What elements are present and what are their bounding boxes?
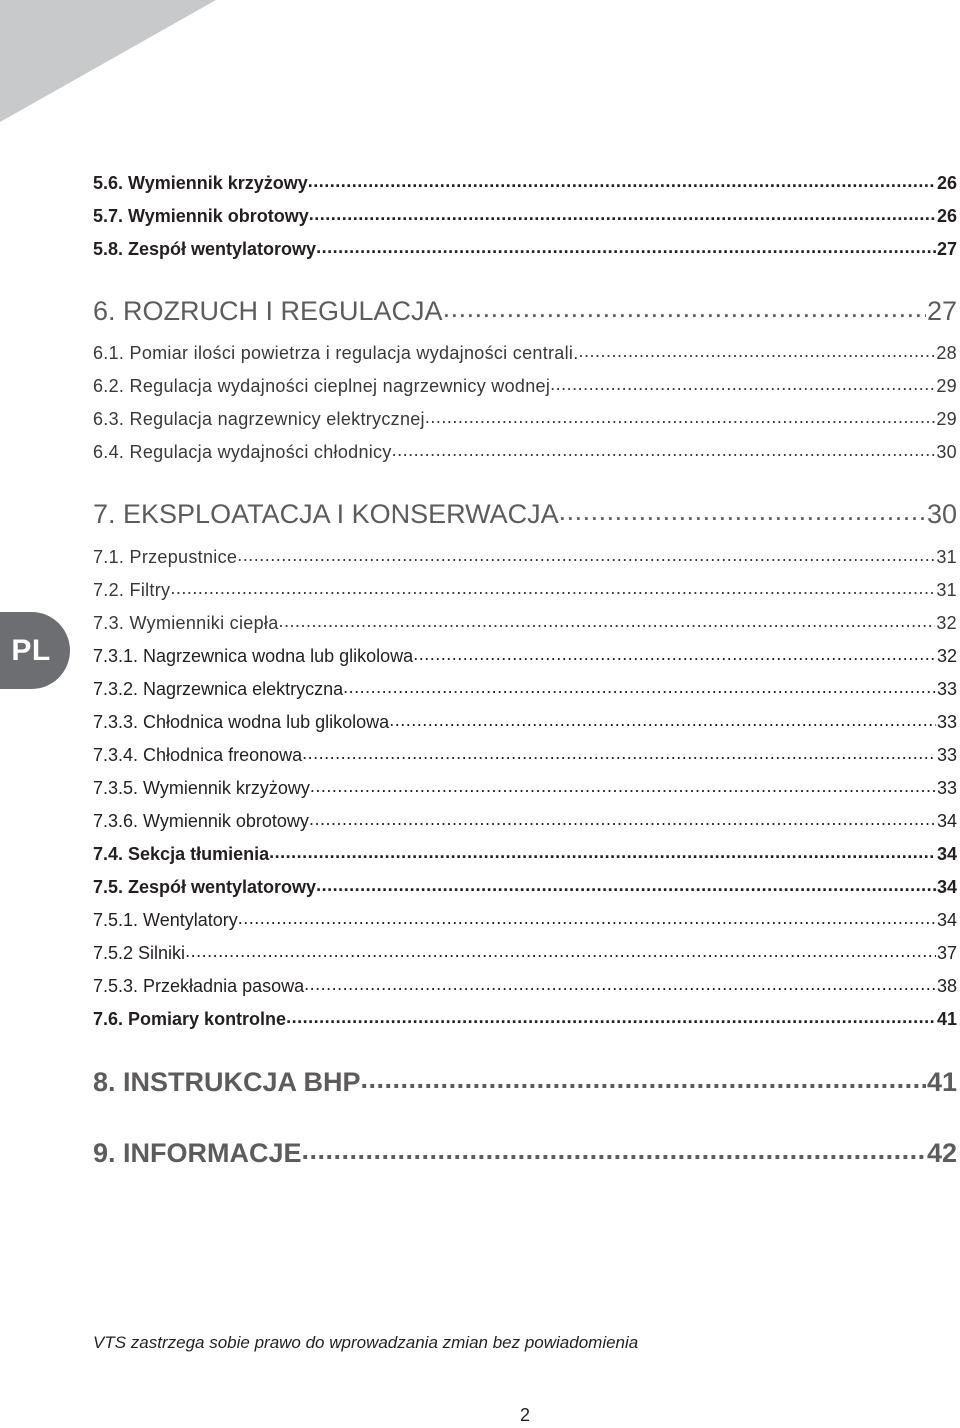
toc-entry bbox=[93, 941, 957, 973]
toc-entry-title: 7.4. Sekcja tłumienia bbox=[93, 844, 270, 864]
toc-entry-title: 7.3.6. Wymiennik obrotowy bbox=[93, 811, 309, 831]
toc-entry-page: 27 bbox=[926, 296, 957, 326]
toc-entry bbox=[93, 809, 957, 841]
toc-dot-leader bbox=[286, 1007, 936, 1025]
toc-dot-leader bbox=[269, 842, 936, 860]
toc-entry-page: 42 bbox=[926, 1138, 957, 1168]
toc-entry-title: 6.1. Pomiar ilości powietrza i regulacja wydajności centrali. bbox=[93, 343, 579, 363]
toc-entry-page: 29 bbox=[936, 376, 957, 396]
toc-entry bbox=[93, 293, 957, 333]
toc-entry-title: 6. ROZRUCH I REGULACJA bbox=[93, 296, 443, 326]
toc-entry-page: 31 bbox=[936, 547, 957, 567]
toc-entry-title: 7.3.2. Nagrzewnica elektryczna bbox=[93, 679, 344, 699]
toc-entry-page: 34 bbox=[936, 811, 957, 831]
toc-entry-page: 33 bbox=[936, 745, 957, 765]
toc-dot-leader bbox=[310, 776, 936, 794]
toc-entry-page: 37 bbox=[936, 943, 957, 963]
toc-entry-title: 7.5.2 Silniki bbox=[93, 943, 186, 963]
toc-entry-title: 7.5.1. Wentylatory bbox=[93, 910, 238, 930]
toc-entry bbox=[93, 908, 957, 940]
toc-entry-title: 6.4. Regulacja wydajności chłodnicy bbox=[93, 442, 392, 462]
toc-entry bbox=[93, 974, 957, 1006]
toc-entry bbox=[93, 341, 957, 373]
toc-entry-title: 7.3.5. Wymiennik krzyżowy bbox=[93, 778, 310, 798]
toc-dot-leader bbox=[413, 644, 936, 662]
toc-entry bbox=[93, 677, 957, 709]
toc-dot-leader bbox=[279, 611, 936, 629]
toc-entry-title: 7.6. Pomiary kontrolne bbox=[93, 1009, 287, 1029]
toc-entry-page: 41 bbox=[936, 1009, 957, 1029]
toc-entry-page: 33 bbox=[936, 679, 957, 699]
toc-entry-page: 34 bbox=[936, 877, 957, 897]
toc-entry-page: 30 bbox=[926, 499, 957, 529]
toc-entry-title: 5.8. Zespół wentylatorowy bbox=[93, 239, 317, 259]
toc-entry bbox=[93, 1135, 957, 1175]
toc-entry bbox=[93, 644, 957, 676]
toc-entry-page: 29 bbox=[936, 409, 957, 429]
toc-dot-leader bbox=[309, 809, 936, 827]
toc-dot-leader bbox=[302, 1135, 926, 1162]
toc-dot-leader bbox=[550, 374, 935, 392]
toc-entry-page: 28 bbox=[936, 343, 957, 363]
toc-entry-title: 7. EKSPLOATACJA I KONSERWACJA bbox=[93, 499, 559, 529]
toc-entry bbox=[93, 1007, 957, 1039]
toc-entry bbox=[93, 407, 957, 439]
toc-entry-page: 31 bbox=[936, 580, 957, 600]
toc-dot-leader bbox=[389, 710, 936, 728]
toc-entry-title: 9. INFORMACJE bbox=[93, 1138, 302, 1168]
toc-entry bbox=[93, 743, 957, 775]
page-number: 2 bbox=[519, 1405, 530, 1425]
toc-entry bbox=[93, 710, 957, 742]
toc-entry bbox=[93, 440, 957, 472]
toc-entry-title: 7.1. Przepustnice bbox=[93, 547, 238, 567]
toc-dot-leader bbox=[392, 440, 936, 458]
language-tab-label: PL bbox=[11, 633, 51, 667]
toc-entry bbox=[93, 237, 957, 269]
toc-dot-leader bbox=[559, 496, 926, 523]
toc-entry bbox=[93, 578, 957, 610]
toc-dot-leader bbox=[579, 341, 936, 359]
toc-entry-page: 41 bbox=[926, 1067, 957, 1097]
toc-dot-leader bbox=[170, 578, 935, 596]
toc-entry-page: 38 bbox=[936, 976, 957, 996]
toc-entry bbox=[93, 875, 957, 907]
toc-entry bbox=[93, 374, 957, 406]
language-tab bbox=[0, 612, 70, 689]
toc-entry-page: 26 bbox=[936, 206, 957, 226]
toc-entry-title: 7.3.1. Nagrzewnica wodna lub glikolowa bbox=[93, 646, 414, 666]
toc-dot-leader bbox=[443, 293, 926, 320]
toc-dot-leader bbox=[316, 875, 936, 893]
toc-entry-page: 26 bbox=[936, 173, 957, 193]
toc-entry-title: 5.6. Wymiennik krzyżowy bbox=[93, 173, 308, 193]
toc-dot-leader bbox=[316, 237, 936, 255]
toc-entry-title: 7.3.4. Chłodnica freonowa bbox=[93, 745, 303, 765]
toc-entry bbox=[93, 842, 957, 874]
toc-entry-title: 6.2. Regulacja wydajności cieplnej nagrzewnicy wodnej bbox=[93, 376, 551, 396]
toc-entry bbox=[93, 204, 957, 236]
toc-entry bbox=[93, 776, 957, 808]
footer-disclaimer: VTS zastrzega sobie prawo do wprowadzania zmian bez powiadomienia bbox=[93, 1333, 639, 1352]
toc-entry-page: 33 bbox=[936, 712, 957, 732]
toc-dot-leader bbox=[309, 204, 936, 222]
toc-entry bbox=[93, 496, 957, 536]
toc-entry-title: 8. INSTRUKCJA BHP bbox=[93, 1067, 361, 1097]
toc-entry-title: 7.5.3. Przekładnia pasowa bbox=[93, 976, 305, 996]
toc-entry-title: 7.5. Zespół wentylatorowy bbox=[93, 877, 317, 897]
toc-dot-leader bbox=[343, 677, 936, 695]
toc-entry-page: 33 bbox=[936, 778, 957, 798]
toc-entry-title: 5.7. Wymiennik obrotowy bbox=[93, 206, 309, 226]
toc-entry-page: 30 bbox=[936, 442, 957, 462]
toc-dot-leader bbox=[237, 545, 935, 563]
toc-entry-title: 6.3. Regulacja nagrzewnicy elektrycznej bbox=[93, 409, 425, 429]
toc-entry-page: 27 bbox=[936, 239, 957, 259]
toc-entry-title: 7.3.3. Chłodnica wodna lub glikolowa bbox=[93, 712, 390, 732]
toc-entry bbox=[93, 545, 957, 577]
toc-entry bbox=[93, 171, 957, 203]
toc-entry-title: 7.3. Wymienniki ciepła bbox=[93, 613, 279, 633]
toc-entry bbox=[93, 1064, 957, 1104]
toc-dot-leader bbox=[302, 743, 936, 761]
toc-dot-leader bbox=[238, 908, 936, 926]
toc-entry-page: 34 bbox=[936, 910, 957, 930]
toc-dot-leader bbox=[308, 171, 936, 189]
toc-entry-title: 7.2. Filtry bbox=[93, 580, 171, 600]
toc-entry-page: 32 bbox=[936, 613, 957, 633]
toc-entry bbox=[93, 611, 957, 643]
toc-entry-page: 32 bbox=[936, 646, 957, 666]
toc-entry-page: 34 bbox=[936, 844, 957, 864]
toc-dot-leader bbox=[361, 1064, 926, 1091]
table-of-contents bbox=[93, 0, 959, 1200]
toc-dot-leader bbox=[425, 407, 936, 425]
toc-dot-leader bbox=[185, 941, 936, 959]
toc-dot-leader bbox=[304, 974, 936, 992]
